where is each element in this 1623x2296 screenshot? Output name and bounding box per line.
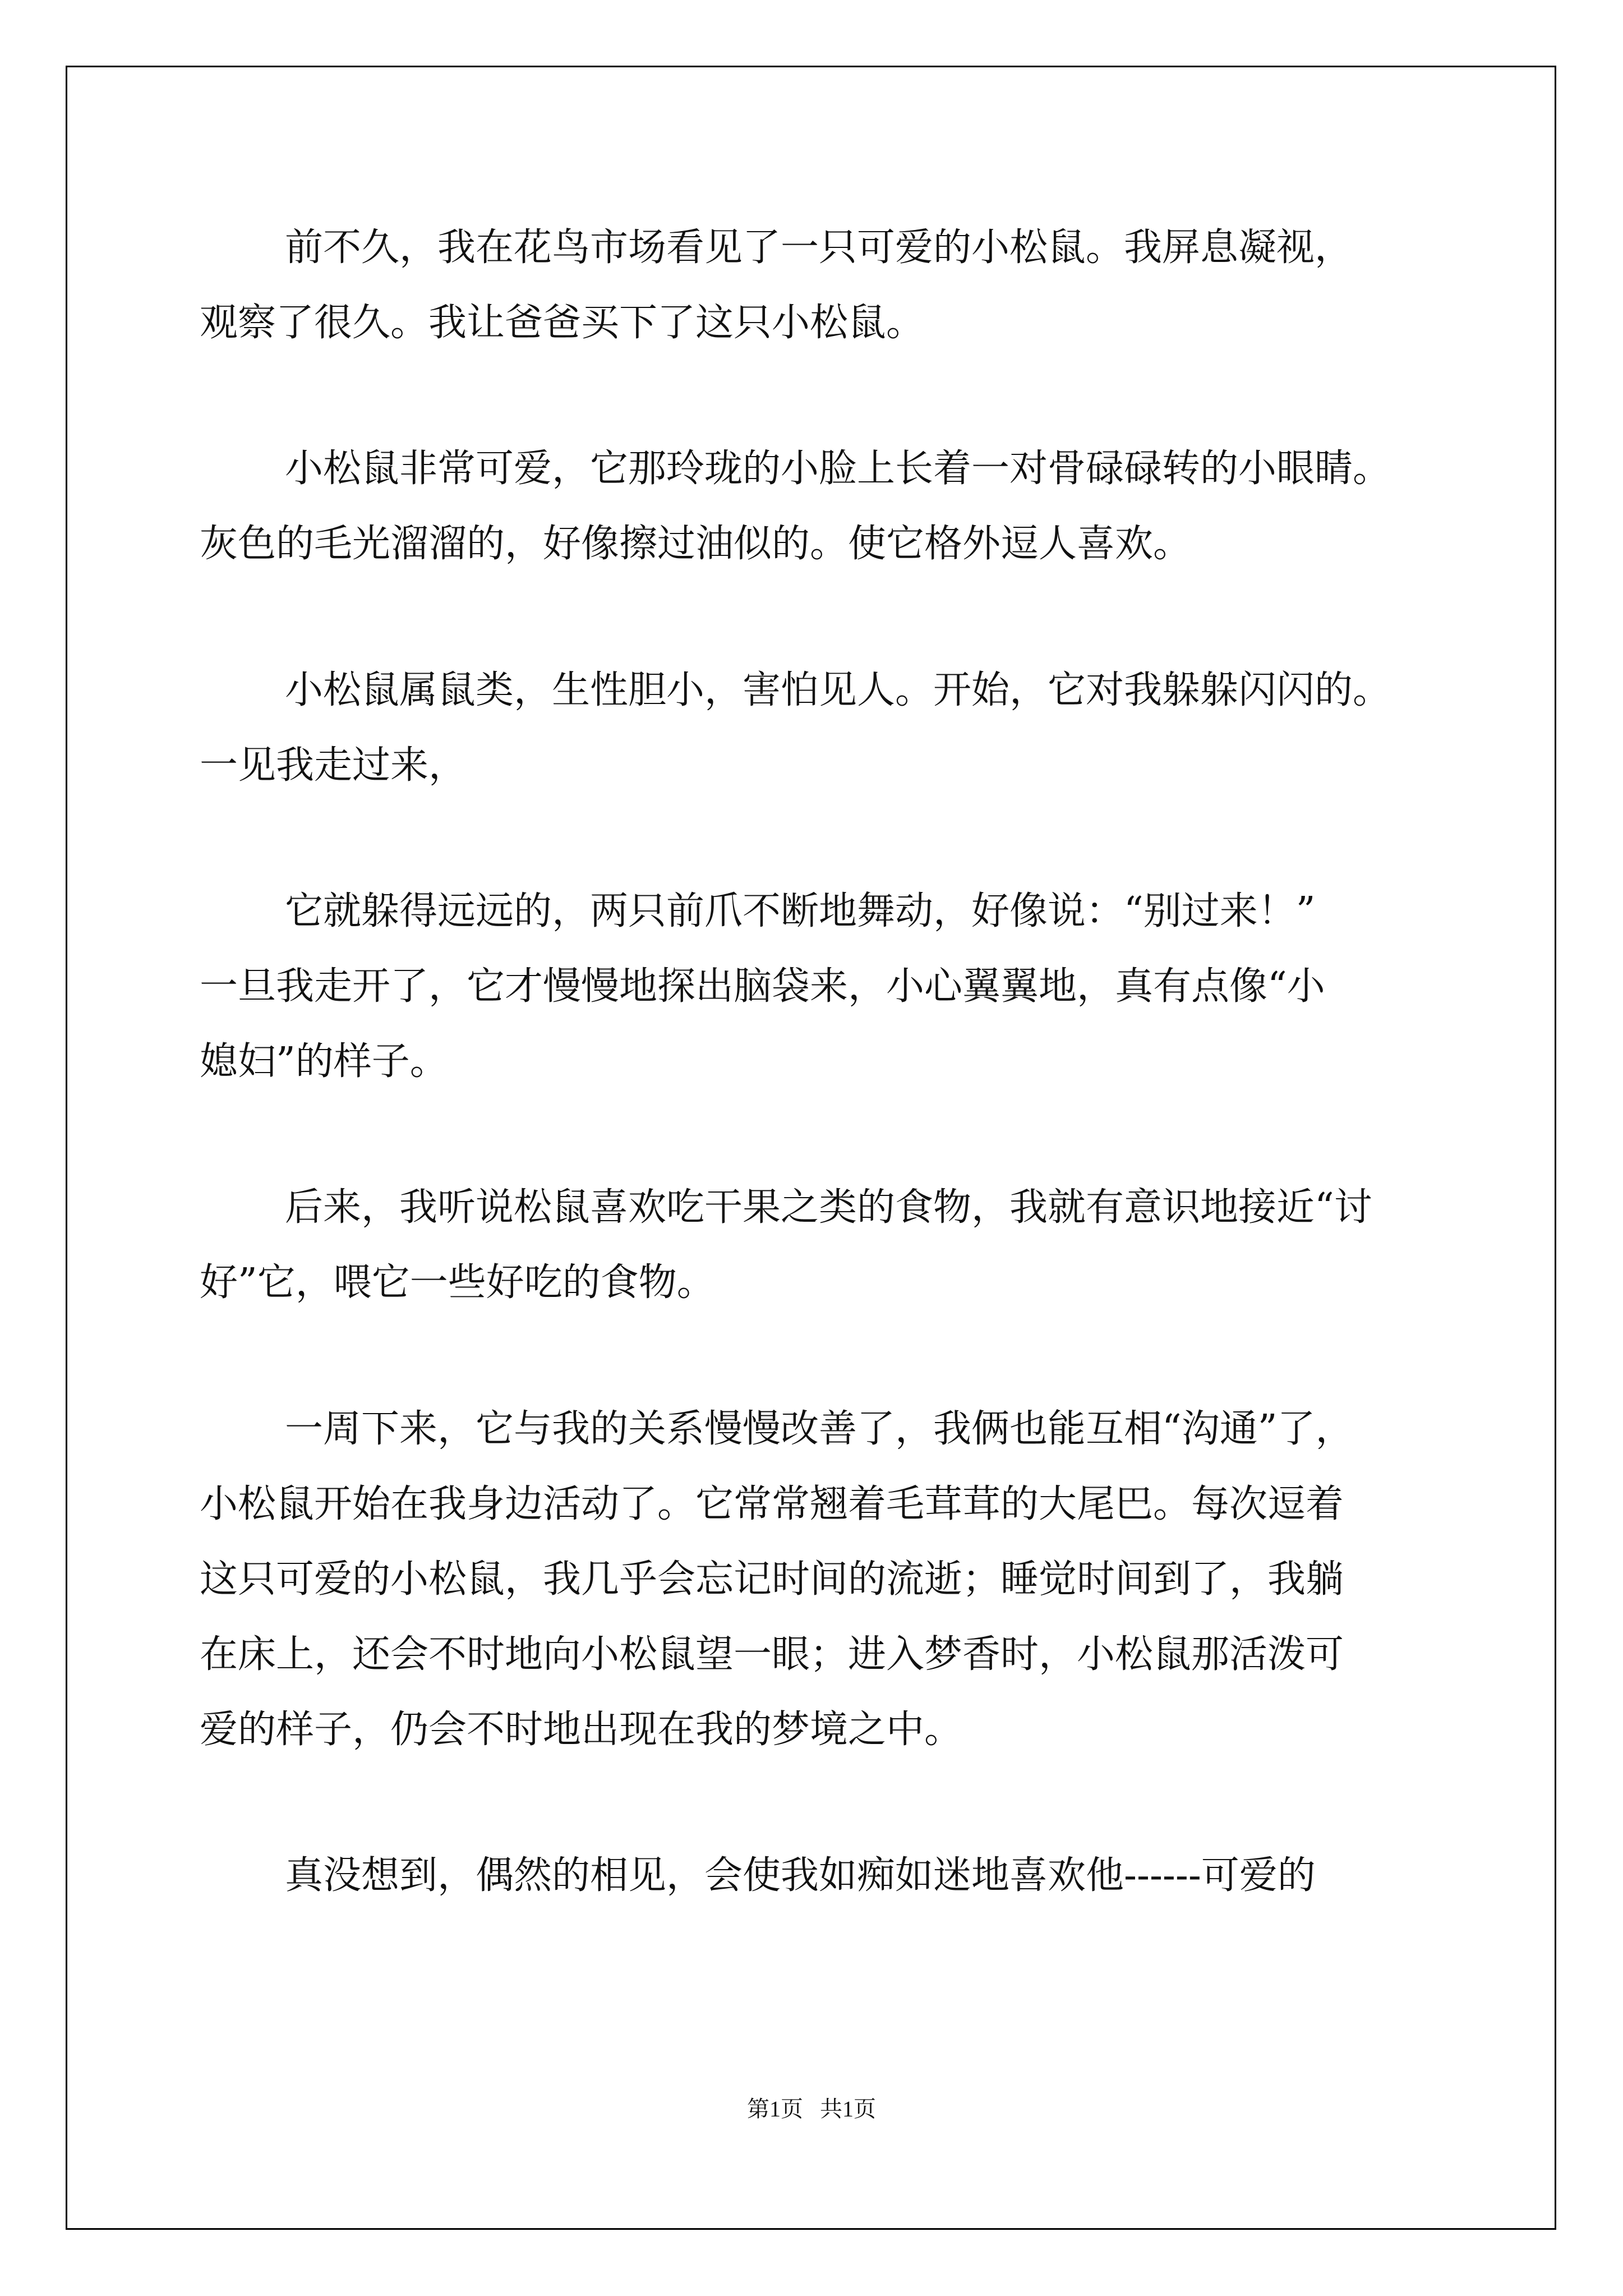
- text-line: 一见我走过来，: [200, 743, 467, 788]
- text-line: 小松鼠非常可爱，它那玲珑的小脸上长着一对骨碌碌转的小眼睛。: [285, 447, 1391, 491]
- text-line: 一周下来，它与我的关系慢慢改善了，我俩也能互相“沟通”了，: [285, 1407, 1354, 1451]
- page-number-footer: 第1页 共1页: [747, 2096, 876, 2122]
- text-line: 好”它，喂它一些好吃的食物。: [200, 1260, 715, 1305]
- text-line: 小松鼠开始在我身边活动了。它常常翘着毛茸茸的大尾巴。每次逗着: [200, 1482, 1344, 1526]
- text-line: 后来，我听说松鼠喜欢吃干果之类的食物，我就有意识地接近“讨: [285, 1185, 1372, 1230]
- text-line: 真没想到，偶然的相见，会使我如痴如迷地喜欢他------可爱的: [285, 1853, 1316, 1898]
- text-line: 它就躲得远远的，两只前爪不断地舞动，好像说：“别过来！”: [285, 889, 1316, 933]
- text-line: 观察了很久。我让爸爸买下了这只小松鼠。: [200, 301, 925, 345]
- text-line: 前不久，我在花鸟市场看见了一只可爱的小松鼠。我屏息凝视，: [285, 226, 1353, 270]
- text-line: 在床上，还会不时地向小松鼠望一眼；进入梦香时，小松鼠那活泼可: [200, 1632, 1344, 1677]
- text-line: 爱的样子，仍会不时地出现在我的梦境之中。: [200, 1708, 963, 1752]
- text-line: 小松鼠属鼠类，生性胆小，害怕见人。开始，它对我躲躲闪闪的。: [285, 668, 1391, 712]
- text-line: 媳妇”的样子。: [200, 1039, 448, 1084]
- text-line: 这只可爱的小松鼠，我几乎会忘记时间的流逝；睡觉时间到了，我躺: [200, 1557, 1344, 1602]
- page-border: [66, 66, 1556, 2230]
- text-line: 一旦我走开了，它才慢慢地探出脑袋来，小心翼翼地，真有点像“小: [200, 964, 1325, 1009]
- text-line: 灰色的毛光溜溜的，好像擦过油似的。使它格外逗人喜欢。: [200, 522, 1192, 566]
